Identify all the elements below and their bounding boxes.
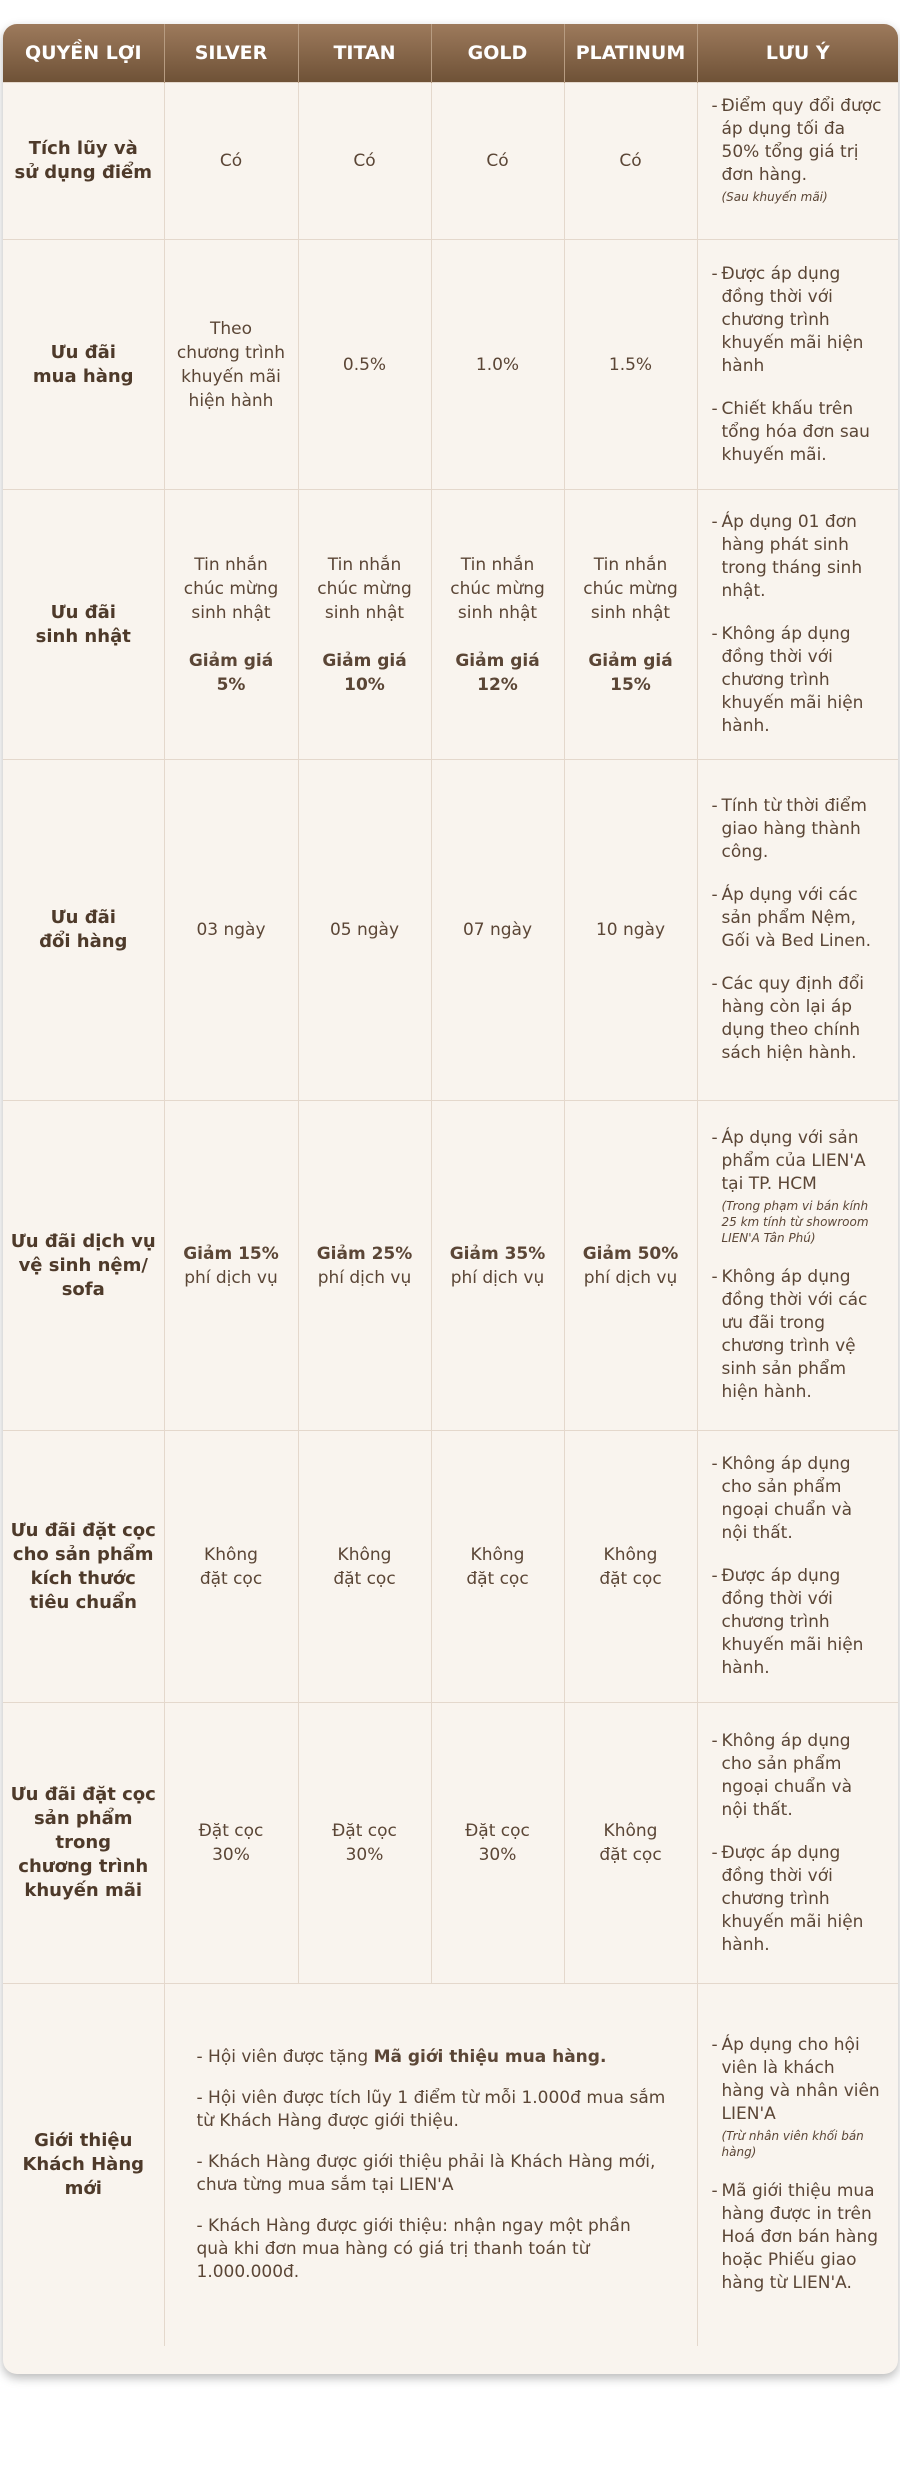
- referral-item: - Hội viên được tích lũy 1 điểm từ mỗi 1.000đ mua sắm từ Khách Hàng được giới thiệu.: [196, 2087, 666, 2131]
- cell-platinum: Không đặt cọc: [564, 1703, 697, 1984]
- header-silver: SILVER: [164, 24, 298, 83]
- referral-item: - Khách Hàng được giới thiệu phải là Khách Hàng mới, chưa từng mua sắm tại LIEN'A: [196, 2151, 656, 2195]
- birthday-message: Tin nhắn chúc mừng sinh nhật: [317, 554, 412, 623]
- cell-note: [697, 240, 898, 490]
- cell-gold: 07 ngày: [431, 760, 564, 1101]
- row-deposit-standard: [3, 1431, 898, 1703]
- row-label: Ưu đãi đổi hàng: [3, 760, 164, 1101]
- service-discount: Giảm 35%: [449, 1243, 546, 1264]
- cell-platinum: Không đặt cọc: [564, 1431, 697, 1703]
- cell-platinum: [564, 1101, 697, 1431]
- cell-gold: Có: [431, 83, 564, 240]
- cell-silver: Đặt cọc 30%: [164, 1703, 298, 1984]
- cell-note: [697, 1984, 898, 2346]
- cell-titan: Đặt cọc 30%: [298, 1703, 431, 1984]
- note-sub: (Trong phạm vi bán kính 25 km tính từ showroom LIEN'A Tân Phú): [721, 1199, 869, 1245]
- cell-gold: [431, 1101, 564, 1431]
- row-exchange: [3, 760, 898, 1101]
- cell-silver: [164, 1101, 298, 1431]
- note-sub: (Trừ nhân viên khối bán hàng): [721, 2129, 864, 2160]
- note-item: - Tính từ thời điểm giao hàng thành công.: [711, 796, 867, 862]
- cell-titan: Không đặt cọc: [298, 1431, 431, 1703]
- row-cleaning-service: [3, 1101, 898, 1431]
- note-item: - Áp dụng với sản phẩm của LIEN'A tại TP. HCM (Trong phạm vi bán kính 25 km tính từ showroom LIEN'A Tân Phú): [712, 1127, 891, 1246]
- membership-benefits-card: [3, 24, 898, 2374]
- note-item: - Được áp dụng đồng thời với chương trình khuyến mãi hiện hành: [711, 263, 864, 376]
- header-titan: TITAN: [298, 24, 431, 83]
- cell-silver: Có: [164, 83, 298, 240]
- row-referral: [3, 1984, 898, 2346]
- note-item: - Không áp dụng đồng thời với các ưu đãi trong chương trình vệ sinh sản phẩm hiện hành.: [711, 1267, 868, 1402]
- cell-gold: 1.0%: [431, 240, 564, 490]
- cell-platinum: 10 ngày: [564, 760, 697, 1101]
- service-suffix: phí dịch vụ: [317, 1267, 412, 1288]
- cell-silver: [164, 490, 298, 760]
- row-purchase: [3, 240, 898, 490]
- note-item: - Mã giới thiệu mua hàng được in trên Hoá đơn bán hàng hoặc Phiếu giao hàng từ LIEN'A.: [711, 2181, 879, 2294]
- cell-titan: Có: [298, 83, 431, 240]
- cell-note: [697, 1431, 898, 1703]
- row-label: Ưu đãi đặt cọc cho sản phẩm kích thước tiêu chuẩn: [3, 1431, 164, 1703]
- birthday-message: Tin nhắn chúc mừng sinh nhật: [450, 554, 545, 623]
- birthday-discount: Giảm giá 12%: [455, 650, 540, 695]
- note-item: - Không áp dụng cho sản phẩm ngoại chuẩn và nội thất.: [711, 1730, 852, 1820]
- note-item: - Áp dụng 01 đơn hàng phát sinh trong tháng sinh nhật.: [711, 512, 863, 601]
- row-label: Ưu đãi sinh nhật: [3, 490, 164, 760]
- cell-platinum: Có: [564, 83, 697, 240]
- row-points: [3, 83, 898, 240]
- cell-note: [697, 490, 898, 760]
- note-item: - Áp dụng với các sản phẩm Nệm, Gối và Bed Linen.: [711, 885, 872, 951]
- row-deposit-promo: [3, 1703, 898, 1984]
- service-suffix: phí dịch vụ: [450, 1267, 545, 1288]
- referral-item: - Khách Hàng được giới thiệu: nhận ngay một phần quà khi đơn mua hàng có giá trị thanh toán từ 1.000.000đ.: [196, 2215, 631, 2282]
- header-benefit: QUYỀN LỢI: [3, 24, 164, 83]
- row-label: Ưu đãi dịch vụ vệ sinh nệm/ sofa: [3, 1101, 164, 1431]
- note-item: - Không áp dụng cho sản phẩm ngoại chuẩn và nội thất.: [711, 1454, 852, 1543]
- cell-titan: 05 ngày: [298, 760, 431, 1101]
- cell-gold: [431, 490, 564, 760]
- birthday-discount: Giảm giá 15%: [588, 650, 673, 695]
- cell-silver: Theo chương trình khuyến mãi hiện hành: [164, 240, 298, 490]
- note-item: - Được áp dụng đồng thời với chương trình khuyến mãi hiện hành.: [711, 1566, 864, 1678]
- cell-note: [697, 760, 898, 1101]
- cell-note: [697, 83, 898, 240]
- referral-details: [164, 1984, 697, 2346]
- service-discount: Giảm 15%: [183, 1243, 279, 1264]
- note-item: - Được áp dụng đồng thời với chương trình khuyến mãi hiện hành.: [711, 1842, 864, 1955]
- header-gold: GOLD: [431, 24, 564, 83]
- cell-titan: 0.5%: [298, 240, 431, 490]
- header-row: [3, 24, 898, 83]
- birthday-discount: Giảm giá 10%: [322, 650, 407, 695]
- header-platinum: PLATINUM: [564, 24, 697, 83]
- note-item: - Các quy định đổi hàng còn lại áp dụng theo chính sách hiện hành.: [711, 974, 864, 1063]
- service-discount: Giảm 50%: [582, 1243, 679, 1264]
- row-label: Ưu đãi mua hàng: [3, 240, 164, 490]
- note-sub: (Sau khuyến mãi): [721, 190, 828, 204]
- cell-platinum: [564, 490, 697, 760]
- cell-titan: [298, 490, 431, 760]
- cell-note: [697, 1703, 898, 1984]
- header-note: LƯU Ý: [697, 24, 898, 83]
- cell-silver: Không đặt cọc: [164, 1431, 298, 1703]
- cell-gold: Đặt cọc 30%: [431, 1703, 564, 1984]
- cell-titan: [298, 1101, 431, 1431]
- note-item: - Chiết khấu trên tổng hóa đơn sau khuyến mãi.: [711, 398, 870, 465]
- note-item: - Áp dụng cho hội viên là khách hàng và nhân viên LIEN'A (Trừ nhân viên khối bán hàng): [711, 2035, 880, 2160]
- note-item: - Không áp dụng đồng thời với chương trình khuyến mãi hiện hành.: [711, 624, 864, 736]
- benefits-table: [3, 24, 898, 2346]
- birthday-discount: Giảm giá 5%: [188, 650, 274, 695]
- service-discount: Giảm 25%: [316, 1243, 413, 1264]
- row-label: Ưu đãi đặt cọc sản phẩm trong chương trình khuyến mãi: [3, 1703, 164, 1984]
- row-birthday: [3, 490, 898, 760]
- cell-platinum: 1.5%: [564, 240, 697, 490]
- birthday-message: Tin nhắn chúc mừng sinh nhật: [583, 554, 678, 623]
- cell-silver: 03 ngày: [164, 760, 298, 1101]
- service-suffix: phí dịch vụ: [583, 1267, 678, 1288]
- cell-note: [697, 1101, 898, 1431]
- birthday-message: Tin nhắn chúc mừng sinh nhật: [183, 554, 279, 623]
- referral-item: - Hội viên được tặng Mã giới thiệu mua hàng.: [196, 2046, 607, 2067]
- service-suffix: phí dịch vụ: [184, 1267, 278, 1288]
- note-item: - Điểm quy đổi được áp dụng tối đa 50% tổng giá trị đơn hàng. (Sau khuyến mãi): [711, 96, 882, 204]
- row-label: Giới thiệu Khách Hàng mới: [3, 1984, 164, 2346]
- row-label: Tích lũy và sử dụng điểm: [3, 83, 164, 240]
- cell-gold: Không đặt cọc: [431, 1431, 564, 1703]
